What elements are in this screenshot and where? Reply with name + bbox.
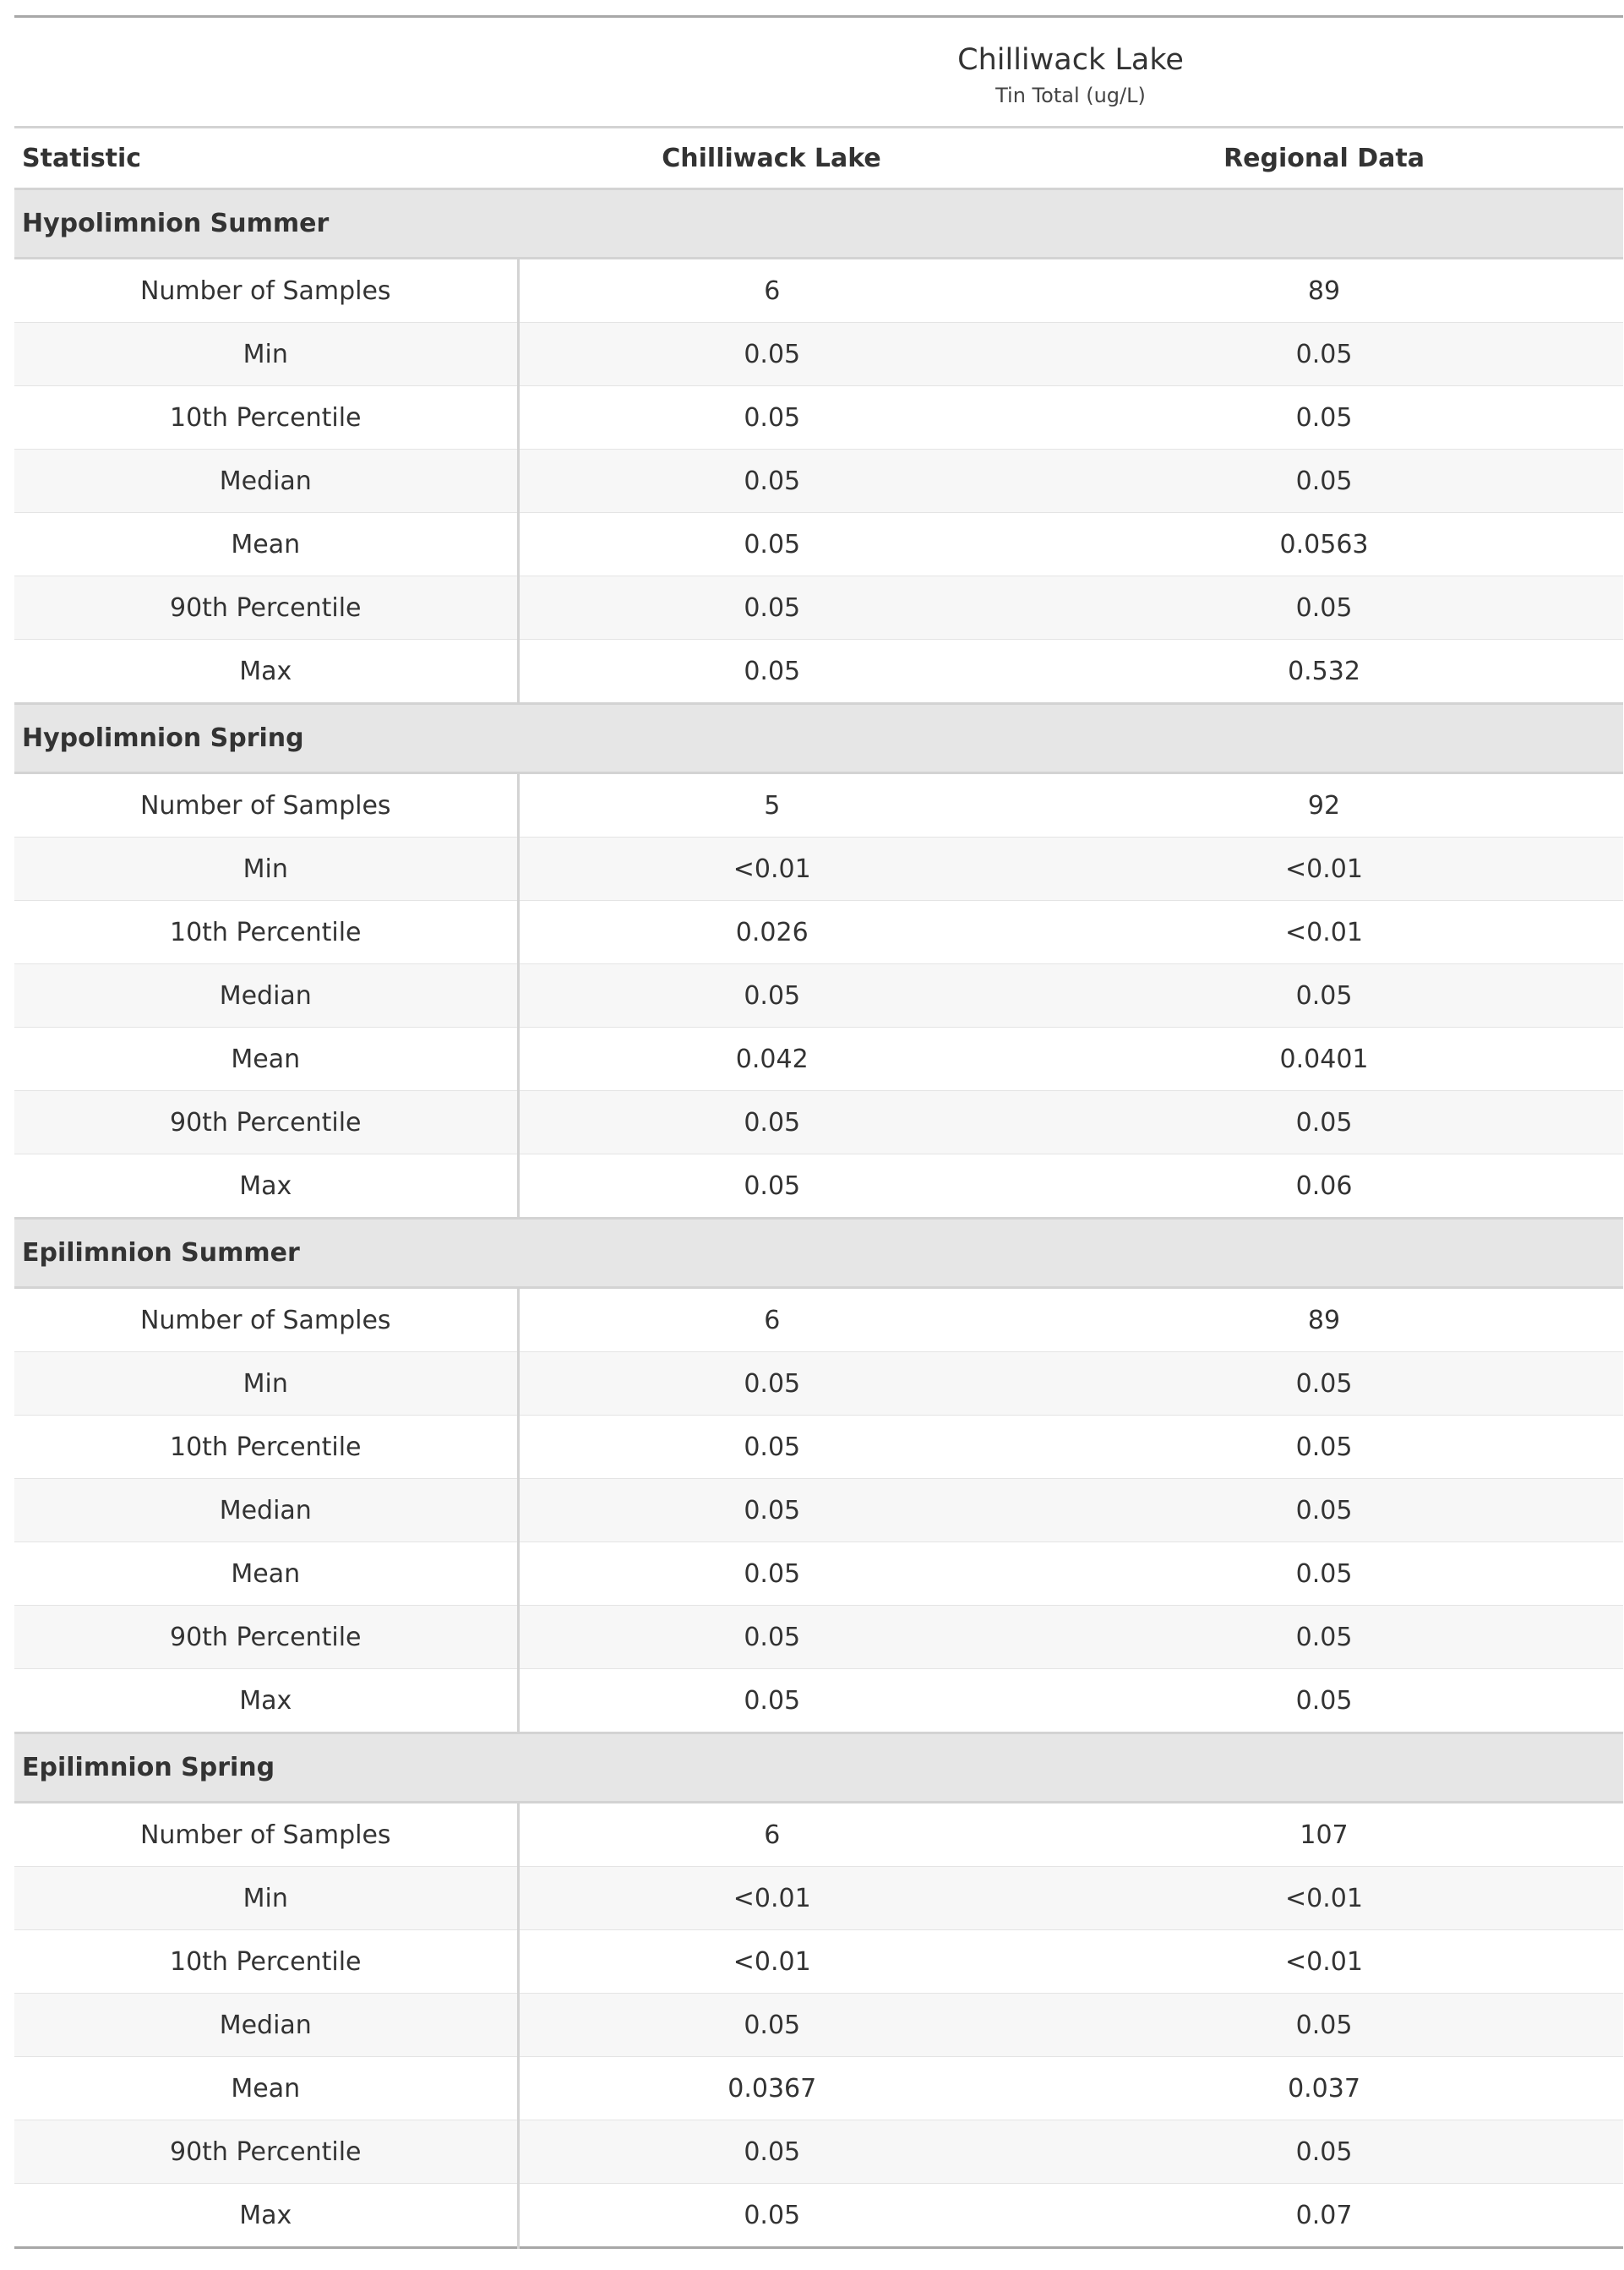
table-row [14, 1288, 1623, 1352]
lake-value-cell: 0.05 [518, 1606, 1025, 1669]
group-label: Epilimnion Spring [14, 1733, 1623, 1803]
statistic-cell: Mean [14, 513, 518, 576]
lake-value-cell: <0.01 [518, 838, 1025, 901]
table-row [14, 1352, 1623, 1416]
statistic-cell: Number of Samples [14, 1288, 518, 1352]
regional-value-cell: 0.05 [1025, 576, 1623, 640]
table-row [14, 1091, 1623, 1154]
lake-value-cell: 5 [764, 790, 781, 821]
statistic-cell: Mean [14, 1028, 518, 1091]
lake-value-cell: <0.01 [518, 1867, 1025, 1930]
lake-value-cell: 0.05 [518, 323, 1025, 386]
regional-value-cell: 0.037 [1025, 2057, 1623, 2120]
table-row [14, 1803, 1623, 1867]
regional-value-cell: 0.05 [1025, 450, 1623, 513]
regional-value-cell: 0.06 [1025, 1154, 1623, 1219]
table-title: Chilliwack Lake [957, 43, 1184, 77]
regional-value-cell: 107 [1300, 1820, 1349, 1850]
table-row [14, 1479, 1623, 1542]
table-body [14, 189, 1623, 2248]
regional-value-cell: 0.05 [1025, 1606, 1623, 1669]
table-row [14, 323, 1623, 386]
lake-value-cell: 0.05 [518, 1091, 1025, 1154]
statistic-cell: Max [14, 1669, 518, 1733]
lake-value-cell: 0.026 [518, 901, 1025, 964]
statistic-cell: Min [14, 838, 518, 901]
lake-value-cell: 0.05 [518, 386, 1025, 450]
table-row [14, 901, 1623, 964]
table-row [14, 576, 1623, 640]
statistic-cell: Number of Samples [14, 773, 518, 838]
lake-value-cell: 0.05 [518, 1542, 1025, 1606]
regional-value-cell: 0.05 [1025, 1091, 1623, 1154]
statistic-cell: 10th Percentile [14, 386, 518, 450]
statistic-cell: 10th Percentile [14, 1930, 518, 1994]
regional-value-cell: 0.05 [1025, 1669, 1623, 1733]
stats-table [14, 15, 1623, 2249]
lake-value-cell: 0.05 [518, 1479, 1025, 1542]
regional-value-cell: <0.01 [1025, 901, 1623, 964]
table-row [14, 640, 1623, 704]
table-row [14, 2120, 1623, 2184]
statistic-cell: Median [14, 1479, 518, 1542]
statistic-cell: Number of Samples [14, 1803, 518, 1867]
regional-value-cell: 0.05 [1025, 964, 1623, 1028]
stub-spacer [14, 80, 518, 128]
regional-value-cell: 0.05 [1025, 386, 1623, 450]
regional-value-cell: 0.07 [1025, 2184, 1623, 2248]
lake-value-cell: 0.05 [518, 1154, 1025, 1219]
table-row [14, 1416, 1623, 1479]
statistic-cell: Number of Samples [14, 259, 518, 323]
statistic-cell: Max [14, 2184, 518, 2248]
table-row [14, 1994, 1623, 2057]
regional-value-cell: <0.01 [1025, 1930, 1623, 1994]
regional-value-cell: 0.05 [1025, 1479, 1623, 1542]
regional-value-cell: 0.0563 [1025, 513, 1623, 576]
table-row [14, 259, 1623, 323]
table-row [14, 386, 1623, 450]
table-row [14, 773, 1623, 838]
group-header-row [14, 1733, 1623, 1803]
statistic-cell: Max [14, 1154, 518, 1219]
lake-value-cell: 6 [764, 1305, 781, 1335]
statistic-cell: Min [14, 1867, 518, 1930]
table-row [14, 513, 1623, 576]
regional-value-cell: <0.01 [1025, 1867, 1623, 1930]
regional-value-cell: <0.01 [1025, 838, 1623, 901]
column-header-row [14, 128, 1623, 189]
statistic-cell: 10th Percentile [14, 901, 518, 964]
statistic-cell: 90th Percentile [14, 2120, 518, 2184]
lake-value-cell: 0.05 [518, 1416, 1025, 1479]
regional-value-cell: 89 [1307, 1305, 1341, 1335]
regional-value-cell: 0.05 [1025, 1352, 1623, 1416]
lake-value-cell: 0.042 [518, 1028, 1025, 1091]
table-row [14, 838, 1623, 901]
statistic-cell: Min [14, 323, 518, 386]
regional-value-cell: 0.05 [1025, 2120, 1623, 2184]
table-row [14, 2057, 1623, 2120]
statistic-cell: Median [14, 1994, 518, 2057]
group-header-row [14, 1219, 1623, 1288]
lake-value-cell: 6 [764, 1820, 781, 1850]
regional-value-cell: 0.05 [1025, 1542, 1623, 1606]
lake-value-cell: 0.05 [518, 964, 1025, 1028]
table-row [14, 1154, 1623, 1219]
regional-value-cell: 92 [1307, 790, 1341, 821]
table-row [14, 450, 1623, 513]
lake-value-cell: 0.05 [518, 1994, 1025, 2057]
lake-value-cell: 0.05 [518, 640, 1025, 704]
group-header-row [14, 189, 1623, 259]
table-row [14, 1606, 1623, 1669]
table-row [14, 1669, 1623, 1733]
lake-value-cell: 0.05 [518, 450, 1025, 513]
regional-value-cell: 0.0401 [1025, 1028, 1623, 1091]
regional-value-cell: 0.05 [1025, 1416, 1623, 1479]
group-label: Hypolimnion Spring [14, 704, 1623, 773]
lake-value-cell: 0.05 [518, 2120, 1025, 2184]
lake-value-cell: 0.0367 [518, 2057, 1025, 2120]
regional-value-cell: 0.05 [1025, 323, 1623, 386]
statistic-cell: Median [14, 964, 518, 1028]
statistic-cell: Mean [14, 1542, 518, 1606]
statistic-cell: 90th Percentile [14, 576, 518, 640]
lake-value-cell: <0.01 [518, 1930, 1025, 1994]
group-label: Hypolimnion Summer [14, 189, 1623, 259]
regional-value-cell: 0.532 [1025, 640, 1623, 704]
table-title-row [14, 17, 1623, 81]
lake-value-cell: 0.05 [518, 2184, 1025, 2248]
table-row [14, 1028, 1623, 1091]
statistic-cell: Max [14, 640, 518, 704]
statistic-cell: 90th Percentile [14, 1606, 518, 1669]
group-label: Epilimnion Summer [14, 1219, 1623, 1288]
statistic-cell: Mean [14, 2057, 518, 2120]
table-subtitle-row [14, 80, 1623, 128]
lake-value-cell: 0.05 [518, 513, 1025, 576]
lake-value-cell: 0.05 [518, 576, 1025, 640]
column-header-statistic: Statistic [14, 128, 518, 189]
column-header-regional: Regional Data [1025, 128, 1623, 189]
table-subtitle: Tin Total (ug/L) [518, 80, 1623, 128]
statistic-cell: Median [14, 450, 518, 513]
table-row [14, 1542, 1623, 1606]
statistic-cell: Min [14, 1352, 518, 1416]
regional-value-cell: 0.05 [1025, 1994, 1623, 2057]
lake-value-cell: 6 [764, 276, 781, 306]
table-row [14, 1867, 1623, 1930]
stub-spacer [14, 17, 518, 81]
statistic-cell: 90th Percentile [14, 1091, 518, 1154]
column-header-lake: Chilliwack Lake [518, 128, 1025, 189]
regional-value-cell: 89 [1307, 276, 1341, 306]
group-header-row [14, 704, 1623, 773]
statistic-cell: 10th Percentile [14, 1416, 518, 1479]
table-row [14, 2184, 1623, 2248]
table-row [14, 964, 1623, 1028]
lake-value-cell: 0.05 [518, 1352, 1025, 1416]
stats-table-container [14, 15, 1623, 2249]
lake-value-cell: 0.05 [518, 1669, 1025, 1733]
table-row [14, 1930, 1623, 1994]
